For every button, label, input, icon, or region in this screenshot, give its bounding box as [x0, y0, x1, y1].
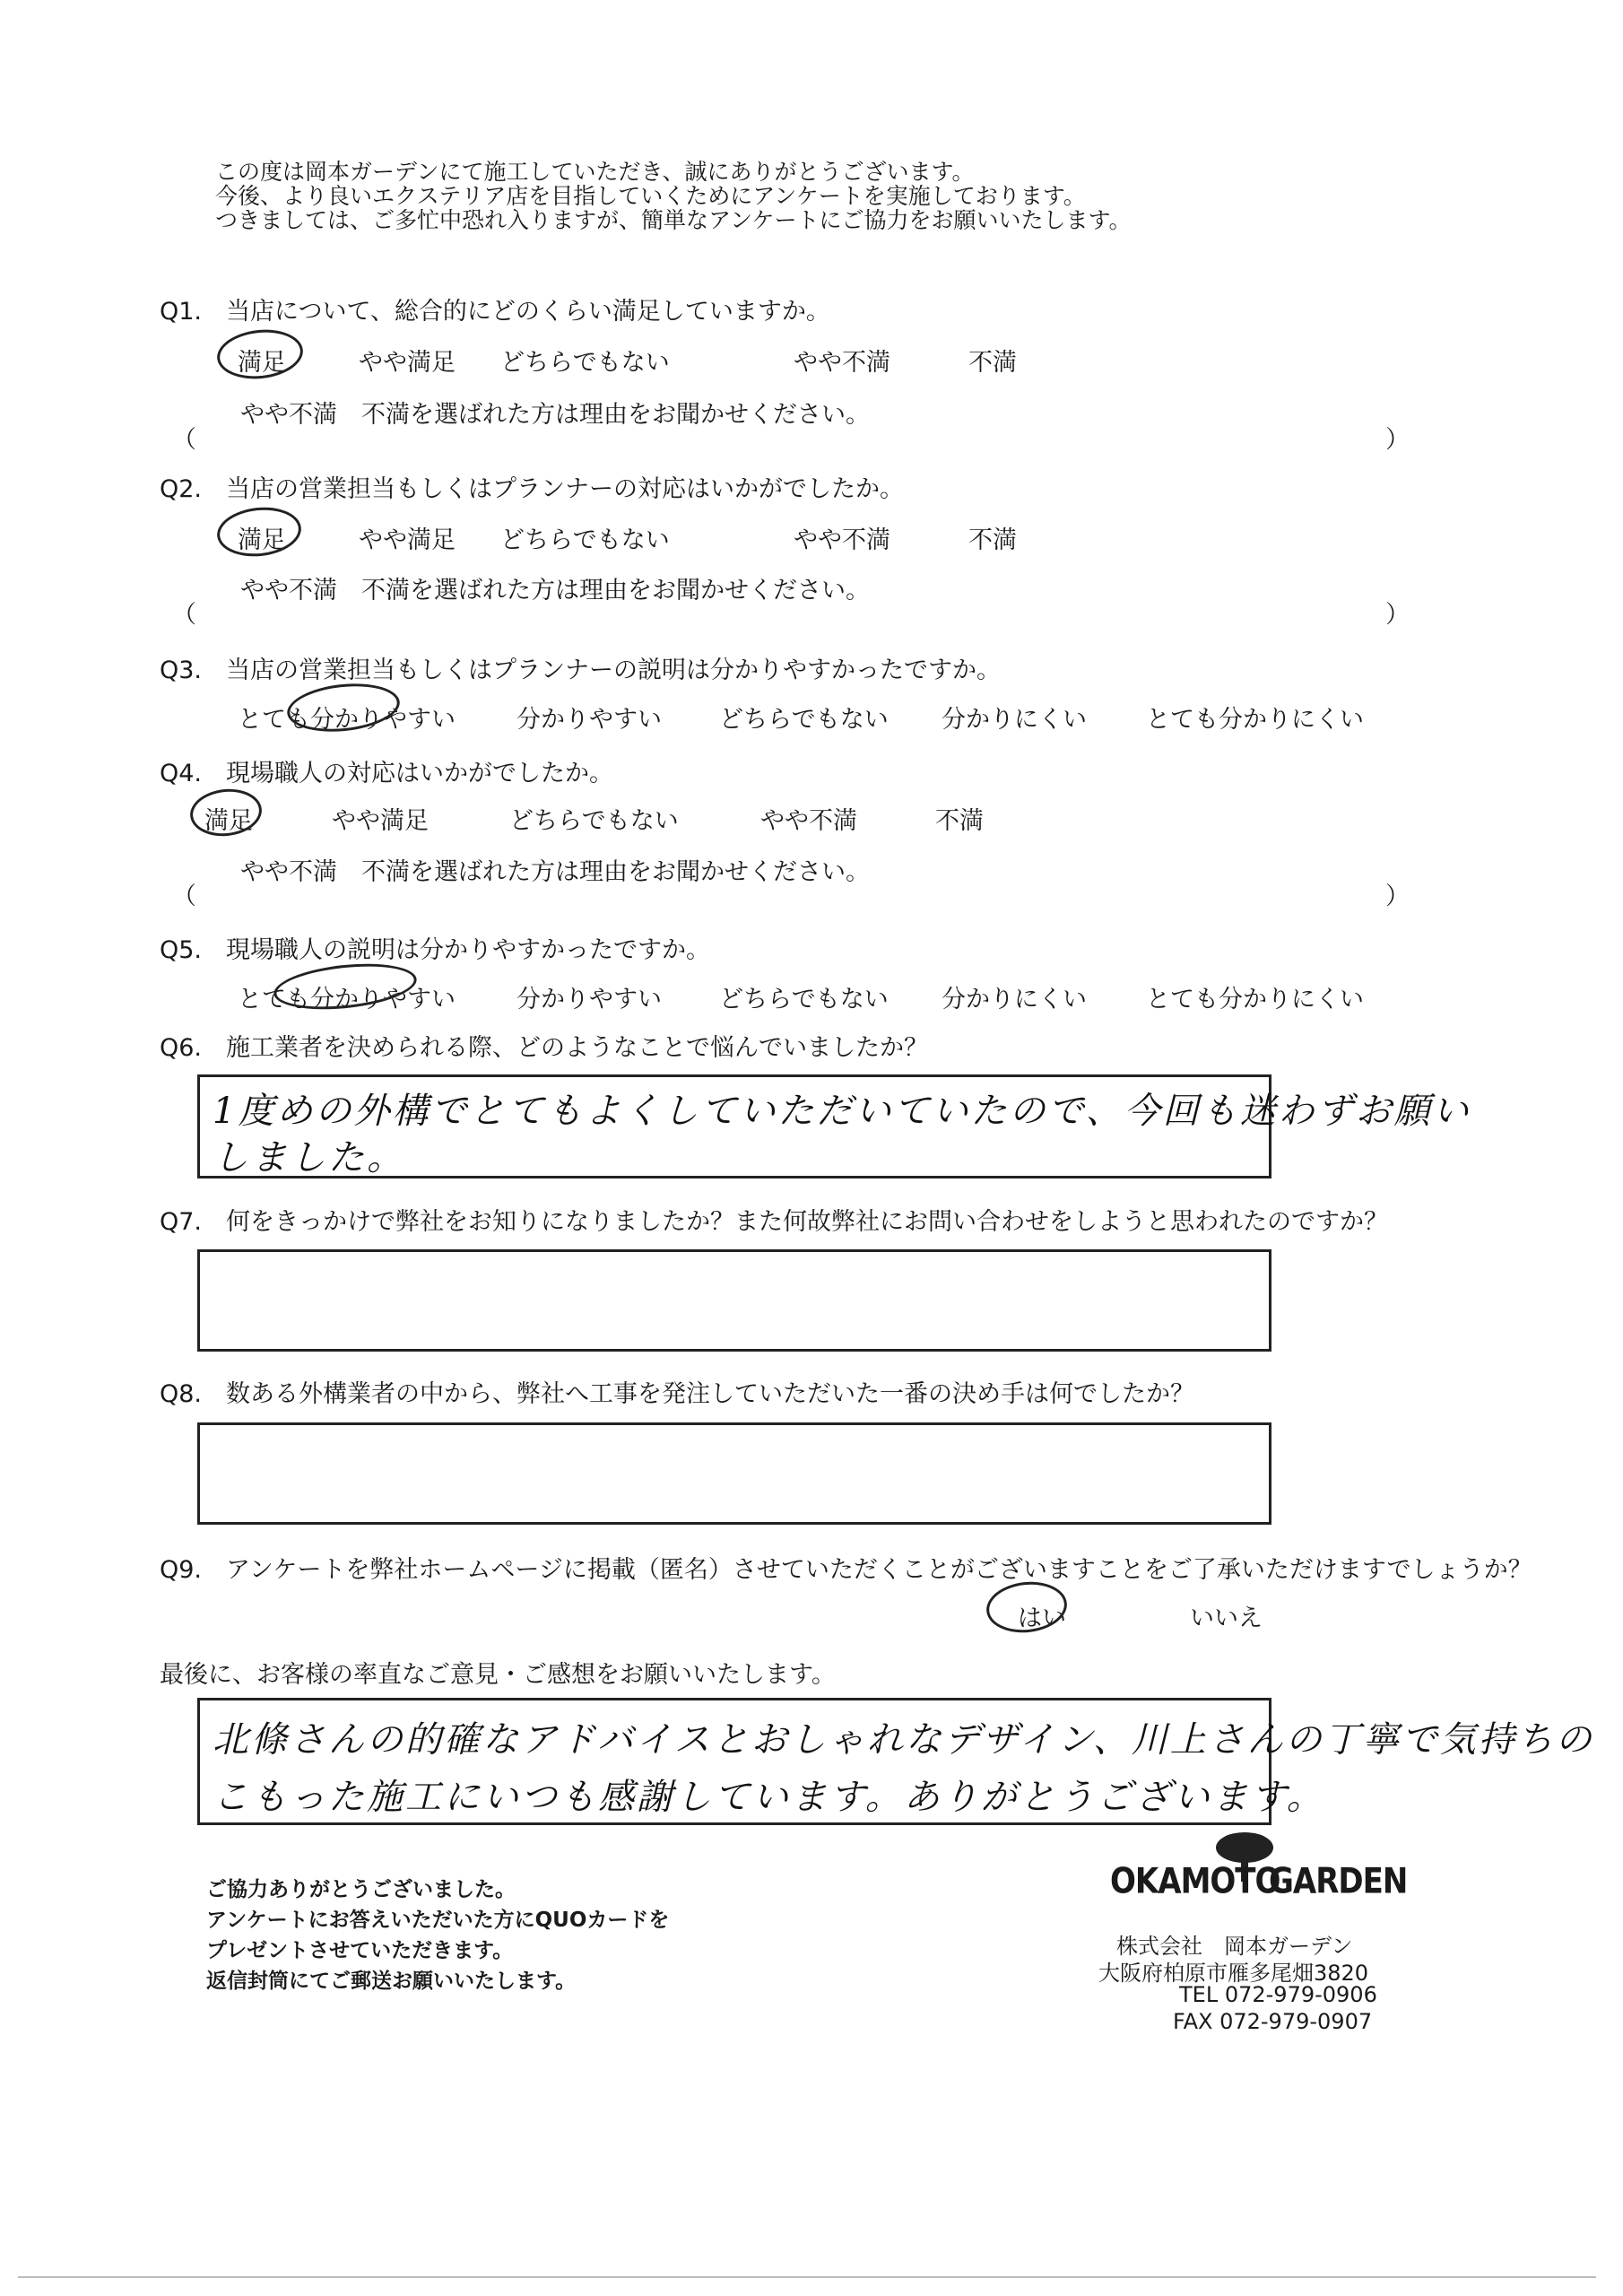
q1-reason-prompt: やや不満 不満を選ばれた方は理由をお聞かせください。 [240, 401, 870, 429]
q2-reason-prompt: やや不満 不満を選ばれた方は理由をお聞かせください。 [240, 577, 870, 604]
q3-option-2[interactable]: 分かりやすい [516, 706, 662, 734]
q2-selection-circle [214, 503, 303, 561]
q4-option-5[interactable]: 不満 [935, 807, 984, 835]
footer-thanks-3: プレゼントさせていただきます。 [206, 1939, 514, 1962]
q9-option-yes[interactable]: はい [1018, 1605, 1066, 1632]
q8-label: Q8. 数ある外構業者の中から、弊社へ工事を発注していただいた一番の決め手は何でしたか？ [160, 1380, 1195, 1408]
q3-option-5[interactable]: とても分かりにくい [1146, 706, 1364, 734]
intro-line-3: つきましては、ご多忙中恐れ入りますが、簡単なアンケートにご協力をお願いいたします。 [215, 207, 1132, 233]
company-tel: TEL 072-979-0906 [1179, 1982, 1377, 2007]
q5-option-3[interactable]: どちらでもない [719, 986, 889, 1013]
q1-label: Q1. 当店について、総合的にどのくらい満足していますか。 [160, 298, 830, 326]
q2-option-3[interactable]: どちらでもない [500, 526, 670, 554]
q6-answer-line-2: しました。 [213, 1137, 405, 1178]
q4-paren-close: ） [1385, 883, 1410, 910]
q8-answer-box[interactable] [197, 1422, 1271, 1525]
q6-answer-line-1: 1度めの外構でとてもよくしていただいていたので、今回も迷わずお願い [213, 1091, 1471, 1132]
q2-label: Q2. 当店の営業担当もしくはプランナーの対応はいかがでしたか。 [160, 475, 905, 503]
q3-option-3[interactable]: どちらでもない [719, 706, 889, 734]
footer-thanks-2: アンケートにお答えいただいた方にQUOカードを [206, 1909, 670, 1932]
footer-thanks-4: 返信封筒にてご郵送お願いいたします。 [206, 1970, 577, 1993]
q5-option-1[interactable]: とても分かりやすい [238, 986, 456, 1013]
q4-paren-open: （ [172, 883, 196, 910]
company-name: 株式会社 岡本ガーデン [1116, 1934, 1353, 1959]
q4-option-4[interactable]: やや不満 [760, 807, 857, 835]
q2-option-5[interactable]: 不満 [968, 526, 1017, 554]
q4-option-1[interactable]: 満足 [204, 807, 253, 835]
q1-option-2[interactable]: やや満足 [359, 349, 456, 377]
q4-label: Q4. 現場職人の対応はいかがでしたか。 [160, 760, 614, 787]
company-fax: FAX 072-979-0907 [1173, 2009, 1373, 2034]
q1-option-4[interactable]: やや不満 [794, 349, 890, 377]
final-comment-line-2: こもった施工にいつも感謝しています。ありがとうございます。 [213, 1777, 1325, 1818]
company-logo [1110, 1831, 1408, 1903]
logo-text-left: OKAMOTO [1110, 1861, 1280, 1902]
q2-paren-open: （ [172, 601, 196, 629]
q2-option-4[interactable]: やや不満 [794, 526, 890, 554]
q6-label: Q6. 施工業者を決められる際、どのようなことで悩んでいましたか？ [160, 1034, 929, 1062]
q2-option-2[interactable]: やや満足 [359, 526, 456, 554]
footer-thanks-1: ご協力ありがとうございました。 [206, 1878, 516, 1901]
q2-option-1[interactable]: 満足 [238, 526, 286, 554]
q7-label: Q7. 何をきっかけで弊社をお知りになりましたか？また何故弊社にお問い合わせをしようと思われたのですか？ [160, 1208, 1389, 1236]
q7-answer-box[interactable] [197, 1249, 1271, 1352]
intro-line-1: この度は岡本ガーデンにて施工していただき、誠にありがとうございます。 [215, 159, 975, 185]
final-comment-line-1: 北條さんの的確なアドバイスとおしゃれなデザイン、川上さんの丁寧で気持ちの [213, 1719, 1594, 1761]
q4-option-2[interactable]: やや満足 [332, 807, 429, 835]
final-comment-box[interactable] [197, 1698, 1594, 1825]
q5-label: Q5. 現場職人の説明は分かりやすかったですか。 [160, 936, 711, 964]
q1-option-1[interactable]: 満足 [238, 349, 286, 377]
q1-option-3[interactable]: どちらでもない [500, 349, 670, 377]
q3-label: Q3. 当店の営業担当もしくはプランナーの説明は分かりやすかったですか。 [160, 657, 1002, 684]
q5-option-4[interactable]: 分かりにくい [942, 986, 1087, 1013]
q3-option-4[interactable]: 分かりにくい [942, 706, 1087, 734]
q1-paren-open: （ [172, 426, 196, 454]
q1-selection-circle [214, 326, 305, 383]
q5-option-5[interactable]: とても分かりにくい [1146, 986, 1364, 1013]
q3-option-1[interactable]: とても分かりやすい [238, 706, 456, 734]
company-address: 大阪府柏原市雁多尾畑3820 [1098, 1961, 1369, 1986]
scan-edge-line [18, 2276, 1596, 2278]
q1-paren-close: ） [1385, 426, 1410, 454]
intro-line-2: 今後、より良いエクステリア店を目指していくためにアンケートを実施しております。 [215, 183, 1086, 209]
logo-text-right: GARDEN [1269, 1861, 1408, 1902]
q4-reason-prompt: やや不満 不満を選ばれた方は理由をお聞かせください。 [240, 858, 870, 886]
q6-answer-box[interactable] [197, 1074, 1471, 1178]
q4-option-3[interactable]: どちらでもない [509, 807, 679, 835]
q2-paren-close: ） [1385, 601, 1410, 629]
q5-option-2[interactable]: 分かりやすい [516, 986, 662, 1013]
q1-option-5[interactable]: 不満 [968, 349, 1017, 377]
q9-label: Q9. アンケートを弊社ホームページに掲載（匿名）させていただくことがございますことをご了承いただけますでしょうか？ [160, 1556, 1532, 1584]
final-comment-label: 最後に、お客様の率直なご意見・ご感想をお願いいたします。 [160, 1661, 836, 1689]
q9-option-no[interactable]: いいえ [1190, 1605, 1263, 1632]
